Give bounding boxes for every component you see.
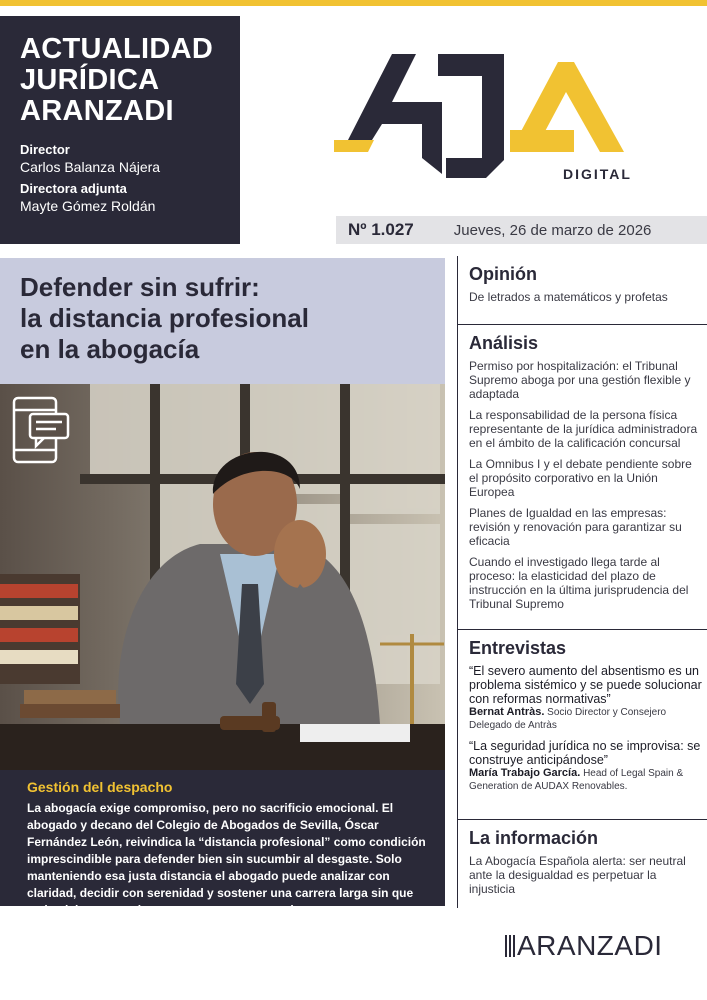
- section-analisis: [458, 325, 707, 630]
- masthead: [0, 16, 240, 244]
- toc-item[interactable]: La Abogacía Española alerta: ser neutral ante la desigualdad es perpetuar la injusticia: [469, 854, 686, 896]
- title-line: la distancia profesional: [20, 303, 309, 333]
- interview-quote: “La seguridad jurídica no se improvisa: se construye anticipándose”: [469, 739, 701, 767]
- cover-story-header[interactable]: [0, 258, 445, 384]
- interview-item[interactable]: [469, 664, 707, 732]
- toc-item[interactable]: De letrados a matemáticos y profetas: [469, 290, 668, 304]
- toc-item[interactable]: La Omnibus I y el debate pendiente sobre el propósito corporativo en la Unión Europea: [469, 457, 692, 499]
- interviewee-name: María Trabajo García.: [469, 767, 581, 779]
- title-line: JURÍDICA: [20, 64, 160, 96]
- brand-name: ARANZADI: [517, 930, 663, 961]
- interviewee-name: Bernat Antràs.: [469, 706, 545, 718]
- section-title: Análisis: [469, 333, 539, 353]
- section-title: Entrevistas: [469, 638, 567, 658]
- cover-story-summary[interactable]: [0, 770, 445, 917]
- section-entrevistas: [458, 630, 707, 820]
- title-line: en la abogacía: [20, 334, 200, 364]
- deputy-name: Mayte Gómez Roldán: [20, 198, 156, 214]
- table-of-contents: [457, 256, 707, 908]
- section-title: La información: [469, 828, 599, 848]
- deputy-label: Directora adjunta: [20, 181, 127, 196]
- toc-item[interactable]: Planes de Igualdad en las empresas: revisión y renovación para garantizar su eficacia: [469, 506, 682, 548]
- staff-credits: [20, 141, 222, 215]
- issue-number: Nº 1.027: [348, 220, 414, 239]
- issue-date: Jueves, 26 de marzo de 2026: [453, 221, 652, 239]
- top-accent-bar: [0, 0, 707, 6]
- issue-bar: [336, 216, 707, 244]
- toc-item[interactable]: La responsabilidad de la persona física representante de la jurídica administradora en el ámbito de la calificación concursal: [469, 408, 698, 450]
- director-label: Director: [20, 142, 70, 157]
- brand-bars-icon: [505, 935, 515, 957]
- interviewee-role: Head of Legal Spain & Generation de AUDAX Renovables.: [469, 768, 684, 792]
- interviewee-role: Socio Director y Consejero Delegado de Antràs: [469, 707, 667, 731]
- cover-story-photo[interactable]: [0, 384, 445, 770]
- interview-quote: “El severo aumento del absentismo es un problema sistémico y se puede solucionar con reformas normativas”: [469, 664, 702, 706]
- title-line: ACTUALIDAD: [20, 33, 214, 65]
- cover-story-title: [20, 272, 425, 365]
- logo-tagline: DIGITAL: [563, 166, 632, 182]
- interview-item[interactable]: [469, 739, 707, 793]
- section-informacion: [458, 820, 707, 896]
- interviewee: [469, 767, 707, 793]
- aranzadi-brand-logo: [505, 930, 663, 962]
- title-line: ARANZADI: [20, 95, 174, 127]
- cover-story-text: La abogacía exige compromiso, pero no sacrificio emocional. El abogado y decano del Colegio de Abogados de Sevilla, Óscar Fernández León, reivindica la “distancia profesional” como condición imprescindible para defender bien sin sucumbir al desgaste. Solo manteniendo esa justa distancia el abogado puede analizar con claridad, decidir con serenidad y sostener una carrera larga sin que cada pleito se convierta en una carga personal.: [27, 801, 426, 917]
- section-opinion: [458, 256, 707, 325]
- cover-story-section: Gestión del despacho: [27, 779, 173, 795]
- director-name: Carlos Balanza Nájera: [20, 159, 161, 175]
- publication-title: [20, 34, 222, 127]
- section-title: Opinión: [469, 264, 537, 284]
- interviewee: [469, 706, 707, 732]
- title-line: Defender sin sufrir:: [20, 272, 260, 302]
- toc-item[interactable]: Cuando el investigado llega tarde al proceso: la elasticidad del plazo de instrucción en la última jurisprudencia del Tribunal Supremo: [469, 555, 689, 611]
- toc-item[interactable]: Permiso por hospitalización: el Tribunal Supremo aboga por una gestión flexible y adaptada: [469, 359, 691, 401]
